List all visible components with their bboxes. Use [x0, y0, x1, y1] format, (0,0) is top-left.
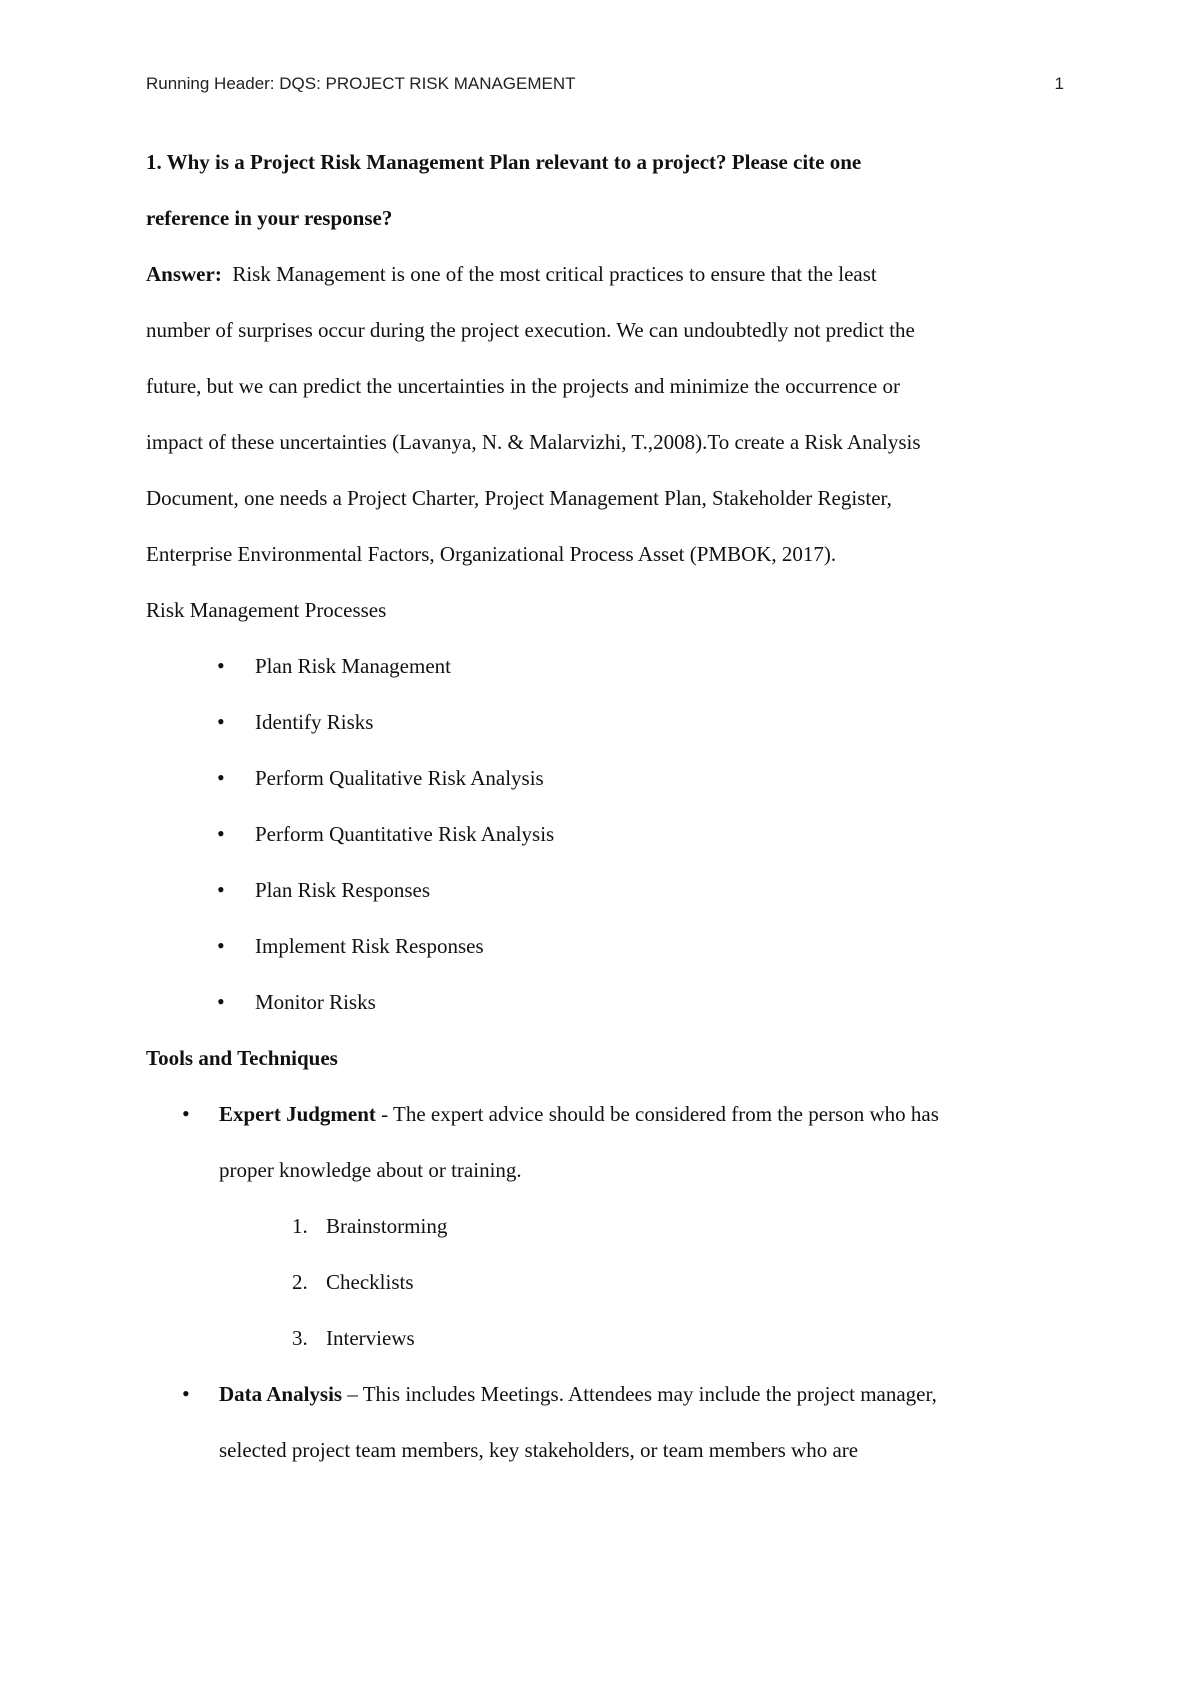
- running-header-title: Running Header: DQS: PROJECT RISK MANAGEMENT: [146, 74, 576, 93]
- tool-item-expert-judgment: [146, 1086, 1064, 1198]
- data-analysis-desc-2: selected project team members, key stakeholders, or team members who are: [219, 1438, 859, 1462]
- answer-line-1: [146, 246, 1064, 302]
- list-item-text: Interviews: [326, 1326, 415, 1350]
- tools-list-continued: [146, 1366, 1064, 1478]
- tools-heading: Tools and Techniques: [146, 1046, 338, 1070]
- expert-subitems-list: [146, 1198, 1064, 1366]
- running-header: [146, 74, 1064, 94]
- list-item-number: 2.: [292, 1270, 308, 1294]
- document-body: [146, 134, 1064, 1478]
- answer-line-6: Enterprise Environmental Factors, Organizational Process Asset (PMBOK, 2017).: [146, 542, 837, 566]
- list-item: • Plan Risk Management: [146, 638, 1064, 694]
- list-item-text: Checklists: [326, 1270, 414, 1294]
- processes-list: [146, 638, 1064, 1030]
- answer-text-1: Risk Management is one of the most critical practices to ensure that the least: [221, 262, 877, 286]
- tool-item-data-analysis: [146, 1366, 1064, 1478]
- expert-judgment-term: Expert Judgment: [219, 1102, 376, 1126]
- list-item: [146, 1198, 1064, 1254]
- question-line-1: 1. Why is a Project Risk Management Plan relevant to a project? Please cite one: [146, 150, 862, 174]
- data-analysis-desc-1: – This includes Meetings. Attendees may include the project manager,: [342, 1382, 937, 1406]
- list-item: • Identify Risks: [146, 694, 1064, 750]
- list-item: • Plan Risk Responses: [146, 862, 1064, 918]
- expert-judgment-desc-1: - The expert advice should be considered from the person who has: [375, 1102, 939, 1126]
- answer-line-3: future, but we can predict the uncertainties in the projects and minimize the occurrence or: [146, 374, 900, 398]
- list-item: • Perform Qualitative Risk Analysis: [146, 750, 1064, 806]
- expert-judgment-desc-2: proper knowledge about or training.: [219, 1158, 522, 1182]
- answer-line-4: impact of these uncertainties (Lavanya, N. & Malarvizhi, T.,2008).To create a Risk Analysis: [146, 430, 921, 454]
- list-item: • Implement Risk Responses: [146, 918, 1064, 974]
- question-line-2: reference in your response?: [146, 206, 393, 230]
- answer-line-5: Document, one needs a Project Charter, Project Management Plan, Stakeholder Register,: [146, 486, 892, 510]
- list-item: • Perform Quantitative Risk Analysis: [146, 806, 1064, 862]
- answer-line-2: number of surprises occur during the project execution. We can undoubtedly not predict the: [146, 318, 915, 342]
- list-item-text: Brainstorming: [326, 1214, 448, 1238]
- tools-list: [146, 1086, 1064, 1198]
- list-item: [146, 1254, 1064, 1310]
- list-item: • Monitor Risks: [146, 974, 1064, 1030]
- data-analysis-term: Data Analysis: [219, 1382, 343, 1406]
- list-item-number: 3.: [292, 1326, 308, 1350]
- processes-heading: Risk Management Processes: [146, 598, 387, 622]
- answer-label: Answer:: [146, 262, 222, 286]
- page-number: 1: [1054, 74, 1064, 93]
- list-item: [146, 1310, 1064, 1366]
- list-item-number: 1.: [292, 1214, 308, 1238]
